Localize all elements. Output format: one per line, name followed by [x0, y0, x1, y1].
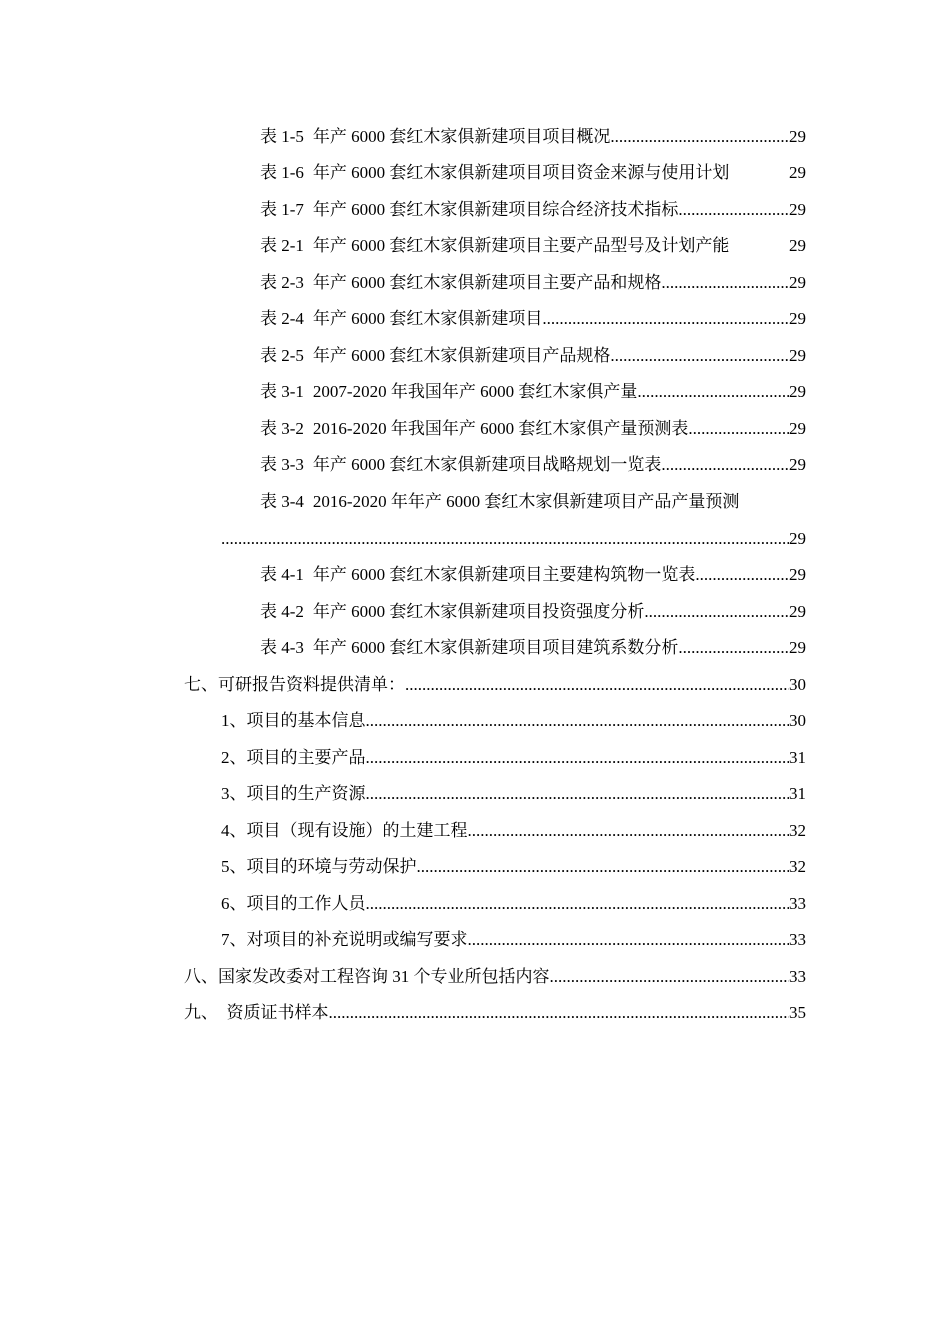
toc-entry-wrapped-first-line[interactable] — [260, 489, 806, 515]
toc-entry-title: 6、项目的工作人员 — [221, 894, 366, 913]
toc-entry-title: 七、可研报告资料提供清单： — [184, 675, 405, 694]
toc-subsection-entry[interactable] — [221, 854, 806, 880]
toc-entry-text: 年产 6000 套红木家俱新建项目产品规格 — [312, 346, 611, 365]
toc-entry-title: 3、项目的生产资源 — [221, 784, 366, 803]
toc-page-number: 29 — [789, 273, 806, 292]
toc-entry-title: 2、项目的主要产品 — [221, 748, 366, 767]
toc-entry-text: 年产 6000 套红木家俱新建项目项目建筑系数分析 — [312, 638, 679, 657]
toc-entry-title: 八、国家发改委对工程咨询 31 个专业所包括内容 — [184, 967, 550, 986]
toc-entry-wrapped-second-line[interactable] — [221, 526, 806, 552]
toc-entry-number: 表 2-4 — [260, 309, 304, 328]
toc-entry[interactable] — [260, 562, 806, 588]
toc-entry-title — [260, 270, 661, 296]
toc-dot-leader — [610, 343, 789, 369]
toc-entry-text: 年产 6000 套红木家俱新建项目投资强度分析 — [312, 602, 645, 621]
toc-subsection-entry[interactable] — [221, 781, 806, 807]
toc-entry-text: 年产 6000 套红木家俱新建项目主要产品和规格 — [312, 273, 662, 292]
toc-entry[interactable] — [260, 379, 806, 405]
toc-page-number: 33 — [789, 930, 806, 949]
toc-dot-leader — [542, 306, 789, 332]
toc-entry[interactable] — [260, 160, 806, 186]
toc-entry-title — [260, 416, 688, 442]
toc-entry-title — [260, 343, 610, 369]
toc-page-number: 29 — [789, 419, 806, 438]
toc-page-number: 32 — [789, 821, 806, 840]
toc-entry-number: 表 4-3 — [260, 638, 304, 657]
toc-dot-leader — [366, 891, 790, 917]
toc-page-number: 29 — [789, 236, 806, 255]
toc-dot-leader — [661, 452, 789, 478]
toc-page-number: 30 — [789, 711, 806, 730]
toc-dot-leader — [405, 672, 789, 698]
toc-dot-leader — [610, 124, 789, 150]
toc-page-number: 29 — [789, 455, 806, 474]
toc-entry-text: 年产 6000 套红木家俱新建项目主要产品型号及计划产能 — [312, 236, 730, 255]
toc-dot-leader — [366, 781, 790, 807]
toc-page-number: 29 — [789, 382, 806, 401]
toc-page-number: 29 — [789, 602, 806, 621]
toc-section-entry[interactable] — [184, 964, 806, 990]
toc-entry-text: 年产 6000 套红木家俱新建项目 — [312, 309, 543, 328]
toc-entry-number: 表 1-7 — [260, 200, 304, 219]
toc-dot-leader — [661, 270, 789, 296]
toc-section-entry[interactable] — [184, 1000, 806, 1026]
toc-entry-title — [260, 306, 542, 332]
toc-entry-text: 2016-2020 年年产 6000 套红木家俱新建项目产品产量预测 — [312, 492, 740, 511]
toc-dot-leader — [221, 526, 789, 552]
toc-entry[interactable] — [260, 306, 806, 332]
toc-entry-number: 表 3-4 — [260, 492, 304, 511]
toc-page-number: 29 — [789, 346, 806, 365]
toc-page-number: 29 — [789, 565, 806, 584]
toc-entry-text: 年产 6000 套红木家俱新建项目项目资金来源与使用计划 — [312, 163, 730, 182]
toc-entry-title — [260, 452, 661, 478]
toc-dot-leader — [644, 599, 789, 625]
toc-page-number: 33 — [789, 894, 806, 913]
toc-section-entry[interactable] — [184, 672, 806, 698]
toc-entry[interactable] — [260, 343, 806, 369]
toc-page-number: 29 — [789, 127, 806, 146]
toc-page-number: 29 — [789, 163, 806, 182]
toc-subsection-entry[interactable] — [221, 818, 806, 844]
toc-entry-text: 2007-2020 年我国年产 6000 套红木家俱产量 — [312, 382, 638, 401]
toc-entry-text: 年产 6000 套红木家俱新建项目综合经济技术指标 — [312, 200, 679, 219]
toc-entry[interactable] — [260, 124, 806, 150]
toc-subsection-entry[interactable] — [221, 927, 806, 953]
toc-entry[interactable] — [260, 416, 806, 442]
toc-page-number: 30 — [789, 675, 806, 694]
toc-dot-leader — [366, 745, 790, 771]
toc-dot-leader — [366, 708, 790, 734]
toc-page-number: 31 — [789, 784, 806, 803]
toc-dot-leader — [417, 854, 790, 880]
toc-entry-number: 表 3-3 — [260, 455, 304, 474]
toc-entry[interactable] — [260, 197, 806, 223]
toc-entry-number: 表 4-2 — [260, 602, 304, 621]
toc-entry-text: 年产 6000 套红木家俱新建项目项目概况 — [312, 127, 611, 146]
toc-page-number: 35 — [789, 1003, 806, 1022]
toc-dot-leader — [468, 927, 790, 953]
toc-page-number: 31 — [789, 748, 806, 767]
toc-entry-text: 2016-2020 年我国年产 6000 套红木家俱产量预测表 — [312, 419, 689, 438]
toc-page-number: 29 — [789, 638, 806, 657]
toc-dot-leader — [637, 379, 789, 405]
toc-entry[interactable] — [260, 635, 806, 661]
toc-entry-number: 表 4-1 — [260, 565, 304, 584]
toc-entry-title — [260, 562, 695, 588]
toc-page-number: 29 — [789, 200, 806, 219]
toc-subsection-entry[interactable] — [221, 745, 806, 771]
toc-page-number: 33 — [789, 967, 806, 986]
toc-entry-number: 表 1-5 — [260, 127, 304, 146]
toc-entry-text: 年产 6000 套红木家俱新建项目战略规划一览表 — [312, 455, 662, 474]
toc-page-number: 29 — [789, 529, 806, 548]
toc-entry-number: 表 3-2 — [260, 419, 304, 438]
toc-entry-number: 表 3-1 — [260, 382, 304, 401]
toc-dot-leader — [468, 818, 790, 844]
toc-entry-title: 4、项目（现有设施）的土建工程 — [221, 821, 468, 840]
toc-entry-title — [260, 233, 729, 259]
toc-entry-number: 表 1-6 — [260, 163, 304, 182]
toc-entry-title — [260, 599, 644, 625]
toc-entry-number: 表 2-5 — [260, 346, 304, 365]
toc-entry-title — [260, 489, 739, 515]
toc-entry-title — [260, 635, 678, 661]
toc-dot-leader — [678, 635, 789, 661]
toc-entry-title: 7、对项目的补充说明或编写要求 — [221, 930, 468, 949]
toc-entry[interactable] — [260, 452, 806, 478]
toc-entry-title — [260, 160, 729, 186]
toc-entry-text: 年产 6000 套红木家俱新建项目主要建构筑物一览表 — [312, 565, 696, 584]
toc-dot-leader — [695, 562, 789, 588]
toc-entry-title — [260, 379, 637, 405]
toc-entry-number: 表 2-1 — [260, 236, 304, 255]
toc-entry-title — [260, 124, 610, 150]
toc-dot-leader — [550, 964, 790, 990]
toc-entry[interactable] — [260, 599, 806, 625]
toc-entry-title: 1、项目的基本信息 — [221, 711, 366, 730]
toc-page-number: 29 — [789, 309, 806, 328]
toc-dot-leader — [688, 416, 789, 442]
toc-entry-title — [260, 197, 678, 223]
toc-entry[interactable] — [260, 270, 806, 296]
toc-entry-title: 5、项目的环境与劳动保护 — [221, 857, 417, 876]
toc-subsection-entry[interactable] — [221, 891, 806, 917]
toc-subsection-entry[interactable] — [221, 708, 806, 734]
toc-dot-leader — [678, 197, 789, 223]
toc-dot-leader — [329, 1000, 790, 1026]
toc-entry[interactable] — [260, 233, 806, 259]
toc-page-number: 32 — [789, 857, 806, 876]
toc-entry-title: 九、 资质证书样本 — [184, 1003, 329, 1022]
toc-entry-number: 表 2-3 — [260, 273, 304, 292]
